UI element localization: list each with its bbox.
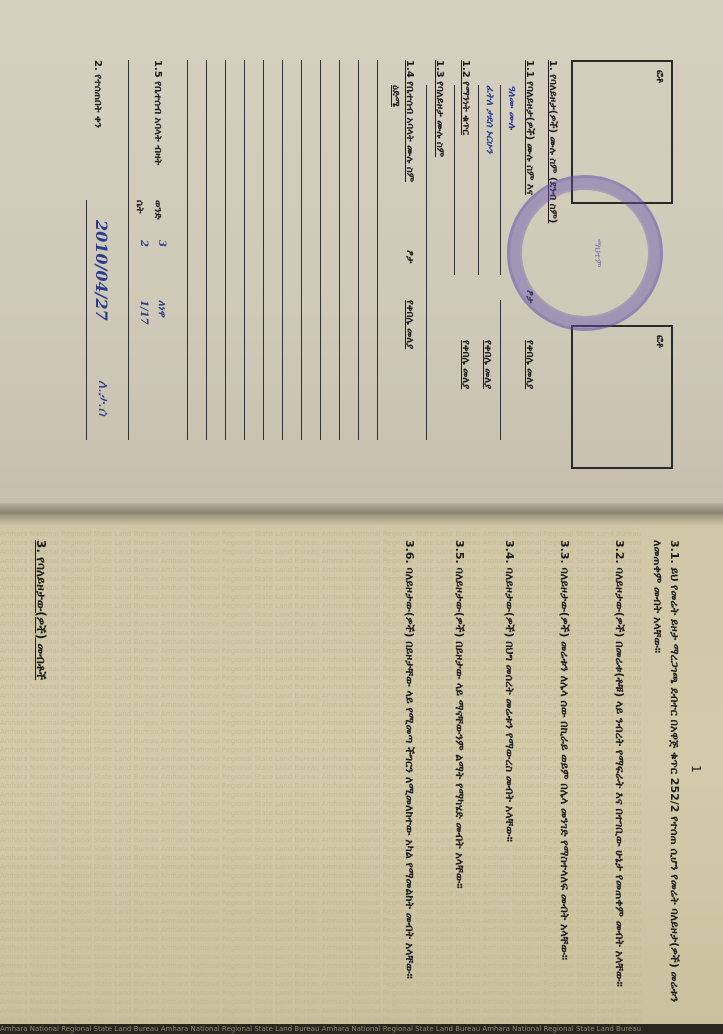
watermark-line: Amhara National Regional State Land Bureau Amhara National Regional State Land Bureau Amhara National Regional State Land Bureau Amhara National Regional State Land Bureau	[0, 881, 642, 889]
field-label: 2. የተሰጠበት ቀን	[92, 60, 103, 128]
watermark-line: Amhara National Regional State Land Bureau Amhara National Regional State Land Bureau Amhara National Regional State Land Bureau Amhara National Regional State Land Bureau	[0, 629, 642, 637]
photo-box-left: ፎቶ	[571, 60, 673, 204]
signature: ለ.ታ.ሰ	[95, 380, 111, 416]
watermark-line: Amhara National Regional State Land Bureau Amhara National Regional State Land Bureau Amhara National Regional State Land Bureau Amhara National Regional State Land Bureau	[0, 656, 642, 664]
watermark-line: Amhara National Regional State Land Bureau Amhara National Regional State Land Bureau Amhara National Regional State Land Bureau Amhara National Regional State Land Bureau	[0, 647, 642, 655]
paragraph-3-6: 3.6. ባለይዞታው(ዎች) በይዞታቸው ላይ የሚመጣ ችግርን ለሚመለከተው አካል የማመልከት መብት አላቸው።	[403, 540, 416, 979]
fill-line	[478, 85, 479, 275]
watermark-line: Amhara National Regional State Land Bureau Amhara National Regional State Land Bureau Amhara National Regional State Land Bureau Amhara National Regional State Land Bureau	[0, 890, 642, 898]
watermark-line: Amhara National Regional State Land Bureau Amhara National Regional State Land Bureau Amhara National Regional State Land Bureau Amhara National Regional State Land Bureau	[0, 791, 642, 799]
member-fill-line	[377, 60, 378, 440]
watermark-line: Amhara National Regional State Land Bureau Amhara National Regional State Land Bureau Amhara National Regional State Land Bureau Amhara National Regional State Land Bureau	[0, 683, 642, 691]
handwritten-name: ዓለሙ ሙሉ	[506, 85, 517, 130]
member-fill-line	[320, 60, 321, 440]
watermark-line: Amhara National Regional State Land Bureau Amhara National Regional State Land Bureau Amhara National Regional State Land Bureau Amhara National Regional State Land Bureau	[0, 593, 642, 601]
member-fill-line	[244, 60, 245, 440]
field-label: የቀበሌ መለያ	[482, 340, 493, 390]
watermark-line: Amhara National Regional State Land Bureau Amhara National Regional State Land Bureau Amhara National Regional State Land Bureau Amhara National Regional State Land Bureau	[0, 953, 642, 961]
handwritten-value: 2	[138, 240, 149, 247]
paragraph-3-3: 3.3. ባለይዞታው(ዎች) መሬቱን ለሌላ ሰው በኪራይ ወይም በሌላ መንገድ የማስተላለፍ መብት አላቸው።	[558, 540, 571, 961]
watermark-line: Amhara National Regional State Land Bureau Amhara National Regional State Land Bureau Amhara National Regional State Land Bureau Amhara National Regional State Land Bureau	[0, 827, 642, 835]
watermark-line: Amhara National Regional State Land Bureau Amhara National Regional State Land Bureau Amhara National Regional State Land Bureau Amhara National Regional State Land Bureau	[0, 989, 642, 997]
fill-line	[454, 85, 455, 275]
watermark-line: Amhara National Regional State Land Bureau Amhara National Regional State Land Bureau Amhara National Regional State Land Bureau Amhara National Regional State Land Bureau	[0, 638, 642, 646]
watermark-line: Amhara National Regional State Land Bureau Amhara National Regional State Land Bureau Amhara National Regional State Land Bureau Amhara National Regional State Land Bureau	[0, 584, 642, 592]
watermark-line: Amhara National Regional State Land Bureau Amhara National Regional State Land Bureau Amhara National Regional State Land Bureau Amhara National Regional State Land Bureau	[0, 557, 642, 565]
watermark-line: Amhara National Regional State Land Bureau Amhara National Regional State Land Bureau Amhara National Regional State Land Bureau Amhara National Regional State Land Bureau	[0, 926, 642, 934]
watermark-line: Amhara National Regional State Land Bureau Amhara National Regional State Land Bureau Amhara National Regional State Land Bureau Amhara National Regional State Land Bureau	[0, 764, 642, 772]
field-label: የቀበሌ መለያ	[460, 340, 471, 390]
field-label: ወንድ	[152, 200, 163, 220]
handwritten-value: 1/17	[138, 300, 149, 325]
fill-line	[128, 60, 129, 440]
watermark-line: Amhara National Regional State Land Bureau Amhara National Regional State Land Bureau Amhara National Regional State Land Bureau Amhara National Regional State Land Bureau	[0, 755, 642, 763]
watermark-line: Amhara National Regional State Land Bureau Amhara National Regional State Land Bureau Amhara National Regional State Land Bureau Amhara National Regional State Land Bureau	[0, 1007, 642, 1015]
field-label: 1.4 የቤተሰብ አባላት ሙሉ ስም	[404, 60, 415, 183]
watermark-line: Amhara National Regional State Land Bureau Amhara National Regional State Land Bureau Amhara National Regional State Land Bureau Amhara National Regional State Land Bureau	[0, 773, 642, 781]
watermark-line: Amhara National Regional State Land Bureau Amhara National Regional State Land Bureau Amhara National Regional State Land Bureau Amhara National Regional State Land Bureau	[0, 746, 642, 754]
paragraph-3-4: 3.4. ባለይዞታው(ዎች) በህግ መሰረት መሬቱን የማውረስ መብት አላቸው።	[503, 540, 516, 842]
handwritten-date: 2010/04/27	[92, 220, 111, 321]
member-fill-line	[358, 60, 359, 440]
watermark-line: Amhara National Regional State Land Bureau Amhara National Regional State Land Bureau Amhara National Regional State Land Bureau Amhara National Regional State Land Bureau	[0, 539, 642, 547]
watermark-line: Amhara National Regional State Land Bureau Amhara National Regional State Land Bureau Amhara National Regional State Land Bureau Amhara National Regional State Land Bureau	[0, 980, 642, 988]
member-fill-line	[187, 60, 188, 440]
watermark-line: Amhara National Regional State Land Bureau Amhara National Regional State Land Bureau Amhara National Regional State Land Bureau Amhara National Regional State Land Bureau	[0, 701, 642, 709]
field-label: ዕድሜ	[390, 85, 401, 108]
fill-line	[426, 85, 427, 440]
watermark-line: Amhara National Regional State Land Bureau Amhara National Regional State Land Bureau Amhara National Regional State Land Bureau Amhara National Regional State Land Bureau	[0, 611, 642, 619]
field-label: ሴት	[134, 200, 145, 214]
field-label: 1.2 የማንነት ቁጥር	[460, 60, 471, 136]
member-fill-line	[282, 60, 283, 440]
handwritten-value: 3	[156, 240, 167, 247]
watermark-line: Amhara National Regional State Land Bureau Amhara National Regional State Land Bureau Amhara National Regional State Land Bureau Amhara National Regional State Land Bureau	[0, 1016, 642, 1024]
watermark-line: Amhara National Regional State Land Bureau Amhara National Regional State Land Bureau Amhara National Regional State Land Bureau Amhara National Regional State Land Bureau	[0, 674, 642, 682]
handwritten-value: ፈትለ ታደሰ ኑርሁን	[484, 85, 495, 154]
watermark-line: Amhara National Regional State Land Bureau Amhara National Regional State Land Bureau Amhara National Regional State Land Bureau Amhara National Regional State Land Bureau	[0, 602, 642, 610]
watermark-line: Amhara National Regional State Land Bureau Amhara National Regional State Land Bureau Amhara National Regional State Land Bureau Amhara National Regional State Land Bureau	[0, 845, 642, 853]
member-fill-line	[301, 60, 302, 440]
bottom-page-content	[0, 525, 723, 1024]
page-number: 1	[689, 765, 703, 773]
field-label: የቀበሌ መለያ	[404, 300, 415, 350]
fill-line	[500, 300, 501, 440]
top-page-content	[0, 0, 723, 515]
watermark-line: Amhara National Regional State Land Bureau Amhara National Regional State Land Bureau Amhara National Regional State Land Bureau Amhara National Regional State Land Bureau	[0, 872, 642, 880]
watermark-line: Amhara National Regional State Land Bureau Amhara National Regional State Land Bureau Amhara National Regional State Land Bureau Amhara National Regional State Land Bureau	[0, 944, 642, 952]
watermark-line: Amhara National Regional State Land Bureau Amhara National Regional State Land Bureau Amhara National Regional State Land Bureau Amhara National Regional State Land Bureau	[0, 575, 642, 583]
watermark-line: Amhara National Regional State Land Bureau Amhara National Regional State Land Bureau Amhara National Regional State Land Bureau Amhara National Regional State Land Bureau	[0, 665, 642, 673]
watermark-line: Amhara National Regional State Land Bureau Amhara National Regional State Land Bureau Amhara National Regional State Land Bureau Amhara National Regional State Land Bureau	[0, 908, 642, 916]
watermark-line: Amhara National Regional State Land Bureau Amhara National Regional State Land Bureau Amhara National Regional State Land Bureau Amhara National Regional State Land Bureau	[0, 710, 642, 718]
watermark-line: Amhara National Regional State Land Bureau Amhara National Regional State Land Bureau Amhara National Regional State Land Bureau Amhara National Regional State Land Bureau	[0, 998, 642, 1006]
watermark-line: Amhara National Regional State Land Bureau Amhara National Regional State Land Bureau Amhara National Regional State Land Bureau Amhara National Regional State Land Bureau	[0, 692, 642, 700]
member-fill-line	[225, 60, 226, 440]
field-label: 1.5 የቤተሰብ አባላት ብዛት	[152, 60, 163, 166]
watermark-line: Amhara National Regional State Land Bureau Amhara National Regional State Land Bureau Amhara National Regional State Land Bureau Amhara National Regional State Land Bureau	[0, 935, 642, 943]
watermark-line: Amhara National Regional State Land Bureau Amhara National Regional State Land Bureau Amhara National Regional State Land Bureau Amhara National Regional State Land Bureau	[0, 548, 642, 556]
watermark-line: Amhara National Regional State Land Bureau Amhara National Regional State Land Bureau Amhara National Regional State Land Bureau Amhara National Regional State Land Bureau	[0, 782, 642, 790]
watermark-line: Amhara National Regional State Land Bureau Amhara National Regional State Land Bureau Amhara National Regional State Land Bureau Amhara National Regional State Land Bureau	[0, 863, 642, 871]
watermark-line: Amhara National Regional State Land Bureau Amhara National Regional State Land Bureau Amhara National Regional State Land Bureau Amhara National Regional State Land Bureau	[0, 899, 642, 907]
paragraph-3-2: 3.2. ባለይዞታው(ዎች) በመሬቱ(ቶቹ) ላይ ንብረት የማፍራት እና በተገቢው ሁኔታ የመጠቀም መብት አላቸው።	[613, 540, 626, 987]
watermark-line: Amhara National Regional State Land Bureau Amhara National Regional State Land Bureau Amhara National Regional State Land Bureau Amhara National Regional State Land Bureau	[0, 854, 642, 862]
member-fill-line	[263, 60, 264, 440]
section-title: 3. የባለይዞታው(ዎች) መብቶች	[34, 540, 48, 681]
watermark-line: Amhara National Regional State Land Bureau Amhara National Regional State Land Bureau Amhara National Regional State Land Bureau Amhara National Regional State Land Bureau	[0, 728, 642, 736]
field-label: ፆታ	[524, 290, 535, 304]
field-label: ፆታ	[404, 250, 415, 264]
watermark-line: Amhara National Regional State Land Bureau Amhara National Regional State Land Bureau Amhara National Regional State Land Bureau Amhara National Regional State Land Bureau	[0, 962, 642, 970]
photo-box-right: ፎቶ	[571, 325, 673, 469]
watermark-line: Amhara National Regional State Land Bureau Amhara National Regional State Land Bureau Amhara National Regional State Land Bureau Amhara National Regional State Land Bureau	[0, 566, 642, 574]
section-heading: 1. የባለይዞታ(ዎች) ሙሉ ስም (ደንብ ስም)	[547, 60, 558, 224]
fill-line	[500, 85, 501, 275]
paragraph-3-1: 3.1. ይህ የመሬት ይዞታ ማረጋገጫ ደብተር በአዋጅ ቁጥር 252/2 የተሰጠ ሲሆን የመሬት ባለይዞታ(ዎች) መሬቱን ለመጠቀም መብት አላቸው።	[651, 540, 681, 1003]
watermark-line: Amhara National Regional State Land Bureau Amhara National Regional State Land Bureau Amhara National Regional State Land Bureau Amhara National Regional State Land Bureau	[0, 836, 642, 844]
fill-line	[86, 200, 87, 440]
watermark-line: Amhara National Regional State Land Bureau Amhara National Regional State Land Bureau Amhara National Regional State Land Bureau Amhara National Regional State Land Bureau	[0, 737, 642, 745]
watermark-line: Amhara National Regional State Land Bureau Amhara National Regional State Land Bureau Amhara National Regional State Land Bureau Amhara National Regional State Land Bureau	[0, 818, 642, 826]
paragraph-3-5: 3.5. ባለይዞታው(ዎች) በይዞታው ላይ ማናቸውንም ልማት የማካሄድ መብት አላቸው።	[453, 540, 466, 889]
watermark-line: Amhara National Regional State Land Bureau Amhara National Regional State Land Bureau Amhara National Regional State Land Bureau Amhara National Regional State Land Bureau	[0, 530, 642, 538]
member-fill-line	[339, 60, 340, 440]
watermark-line: Amhara National Regional State Land Bureau Amhara National Regional State Land Bureau Amhara National Regional State Land Bureau Amhara National Regional State Land Bureau	[0, 971, 642, 979]
watermark-line: Amhara National Regional State Land Bureau Amhara National Regional State Land Bureau Amhara National Regional State Land Bureau Amhara National Regional State Land Bureau	[0, 1025, 642, 1033]
official-stamp: ማህተም	[507, 175, 663, 331]
watermark-line: Amhara National Regional State Land Bureau Amhara National Regional State Land Bureau Amhara National Regional State Land Bureau Amhara National Regional State Land Bureau	[0, 809, 642, 817]
watermark-line: Amhara National Regional State Land Bureau Amhara National Regional State Land Bureau Amhara National Regional State Land Bureau Amhara National Regional State Land Bureau	[0, 800, 642, 808]
handwritten-value: ለነዋ	[156, 300, 167, 317]
watermark-line: Amhara National Regional State Land Bureau Amhara National Regional State Land Bureau Amhara National Regional State Land Bureau Amhara National Regional State Land Bureau	[0, 620, 642, 628]
field-label: 1.1 የባለይዞታ(ዎች) ሙሉ ስም እና	[524, 60, 535, 196]
watermark-line: Amhara National Regional State Land Bureau Amhara National Regional State Land Bureau Amhara National Regional State Land Bureau Amhara National Regional State Land Bureau	[0, 917, 642, 925]
field-label: የቀበሌ መለያ	[524, 340, 535, 390]
watermark-line: Amhara National Regional State Land Bureau Amhara National Regional State Land Bureau Amhara National Regional State Land Bureau Amhara National Regional State Land Bureau	[0, 719, 642, 727]
field-label: 1.3 የባለይዞታ ሙሉ ስም	[434, 60, 445, 158]
member-fill-line	[206, 60, 207, 440]
